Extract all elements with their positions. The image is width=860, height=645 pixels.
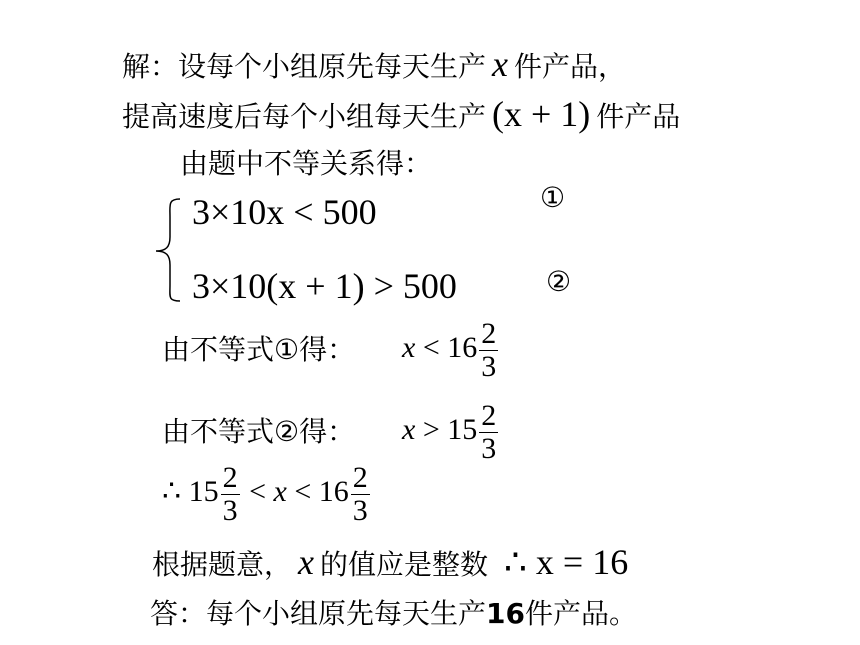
conclusion-text-1: 根据题意， bbox=[152, 548, 293, 581]
answer-number: 16 bbox=[486, 597, 525, 630]
less-than-sign: < bbox=[294, 474, 312, 508]
fraction-denominator: 3 bbox=[352, 493, 368, 527]
fraction-numerator: 2 bbox=[481, 399, 497, 432]
answer-suffix: 件产品。 bbox=[524, 597, 637, 630]
fraction-numerator: 2 bbox=[352, 461, 368, 494]
answer-line bbox=[150, 597, 637, 630]
fraction-denominator: 3 bbox=[481, 431, 497, 465]
circled-number-2: ② bbox=[546, 265, 572, 298]
lower-fraction bbox=[221, 462, 240, 526]
system-brace bbox=[150, 195, 186, 305]
derivation-2-label: 由不等式②得： bbox=[162, 415, 356, 448]
fraction-numerator: 2 bbox=[481, 317, 497, 350]
conclusion-line bbox=[152, 544, 628, 580]
less-than-sign: < bbox=[249, 474, 267, 508]
combined-range bbox=[162, 462, 372, 526]
speedup-expression: (x + 1) bbox=[492, 94, 591, 134]
relation-intro: 由题中不等关系得： bbox=[180, 147, 433, 180]
derivation-2 bbox=[162, 400, 500, 464]
inequality-1: 3×10x < 500 bbox=[192, 192, 377, 232]
lower-whole: 15 bbox=[188, 474, 219, 508]
whole-number: 15 bbox=[447, 412, 478, 446]
solution-intro-suffix: 件产品， bbox=[514, 50, 627, 83]
fraction-numerator: 2 bbox=[222, 461, 238, 494]
whole-number: 16 bbox=[447, 330, 478, 364]
less-than-sign: < bbox=[422, 330, 440, 364]
derivation-1-expr bbox=[402, 318, 500, 382]
derivation-1-label: 由不等式①得： bbox=[162, 333, 356, 366]
upper-whole: 16 bbox=[318, 474, 349, 508]
variable-x: x bbox=[402, 330, 416, 364]
answer-prefix: 答：每个小组原先每天生产 bbox=[150, 597, 487, 630]
circled-number-1: ① bbox=[540, 181, 566, 214]
speedup-text: 提高速度后每个小组每天生产 bbox=[122, 100, 487, 133]
therefore-symbol: ∴ bbox=[162, 474, 182, 508]
upper-fraction bbox=[351, 462, 370, 526]
derivation-2-expr bbox=[402, 400, 500, 464]
speedup-suffix: 件产品 bbox=[596, 100, 681, 133]
conclusion-text-2: 的值应是整数 bbox=[320, 548, 489, 581]
fraction-denominator: 3 bbox=[222, 493, 238, 527]
inequality-2: 3×10(x + 1) > 500 bbox=[192, 266, 457, 306]
variable-x: x bbox=[298, 542, 314, 582]
solution-line-1 bbox=[122, 46, 626, 82]
variable-x: x bbox=[402, 412, 416, 446]
derivation-1 bbox=[162, 318, 500, 382]
fraction bbox=[479, 318, 498, 382]
variable-x: x bbox=[273, 474, 287, 508]
fraction-denominator: 3 bbox=[481, 349, 497, 383]
fraction bbox=[479, 400, 498, 464]
solution-intro-text: 解：设每个小组原先每天生产 bbox=[122, 50, 487, 83]
variable-x: x bbox=[492, 44, 508, 84]
solution-line-2 bbox=[122, 96, 680, 132]
greater-than-sign: > bbox=[422, 412, 440, 446]
conclusion-result: ∴ x = 16 bbox=[504, 542, 629, 582]
